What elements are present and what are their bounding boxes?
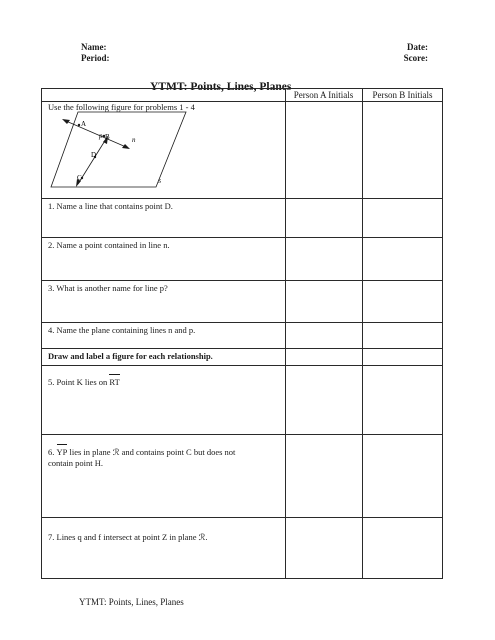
- line-n: [66, 121, 126, 147]
- column-divider-a: [285, 89, 286, 578]
- column-header-person-b: Person B Initials: [372, 90, 433, 100]
- line-n-arrow-right: [122, 144, 130, 149]
- question-5: [48, 377, 120, 388]
- row-divider: [42, 322, 442, 323]
- row-divider: [42, 348, 442, 349]
- row-divider: [42, 365, 442, 366]
- figure-instructions: Use the following figure for problems 1 - 4: [48, 102, 195, 112]
- question-1: 1. Name a line that contains point D.: [48, 201, 173, 211]
- label-d: D: [91, 151, 97, 159]
- label-a: A: [81, 120, 87, 128]
- page-footer: YTMT: Points, Lines, Planes: [79, 597, 184, 607]
- question-2: 2. Name a point contained in line n.: [48, 240, 170, 250]
- row-divider: [42, 198, 442, 199]
- ray-rt: RT: [109, 377, 120, 387]
- question-6-number: 6.: [48, 447, 57, 457]
- question-6-text: lies in plane ℛ and contains point C but does not: [67, 447, 236, 457]
- date-score-block: [404, 42, 428, 64]
- question-5-text: 5. Point K lies on: [48, 377, 110, 387]
- row-divider: [42, 434, 442, 435]
- label-plane: S: [158, 179, 161, 185]
- question-7: 7. Lines q and f intersect at point Z in plane ℛ.: [48, 532, 208, 542]
- question-3: 3. What is another name for line p?: [48, 283, 168, 293]
- question-6-text-line2: contain point H.: [48, 458, 104, 468]
- score-label: Score:: [403, 53, 428, 63]
- row-divider: [42, 517, 442, 518]
- period-label: Period:: [81, 53, 110, 63]
- page-title: YTMT: Points, Lines, Planes: [150, 81, 292, 93]
- label-n: n: [132, 136, 136, 144]
- row-divider: [42, 237, 442, 238]
- question-6: [48, 447, 278, 469]
- column-divider-b: [362, 89, 363, 578]
- line-n-arrow-left: [62, 119, 70, 124]
- label-p: p: [99, 132, 103, 140]
- label-c: C: [77, 174, 82, 182]
- label-b: B: [105, 133, 110, 141]
- name-period-block: [81, 42, 110, 64]
- name-label: Name:: [81, 42, 107, 52]
- column-header-person-a: Person A Initials: [293, 90, 354, 100]
- point-a: [78, 124, 80, 126]
- plane-figure: [48, 109, 188, 189]
- worksheet-table: [41, 88, 443, 579]
- section-instructions: Draw and label a figure for each relationship.: [48, 351, 213, 361]
- ray-yp: YP: [56, 447, 68, 457]
- row-divider: [42, 280, 442, 281]
- date-label: Date:: [407, 42, 428, 52]
- question-4: 4. Name the plane containing lines n and p.: [48, 325, 196, 335]
